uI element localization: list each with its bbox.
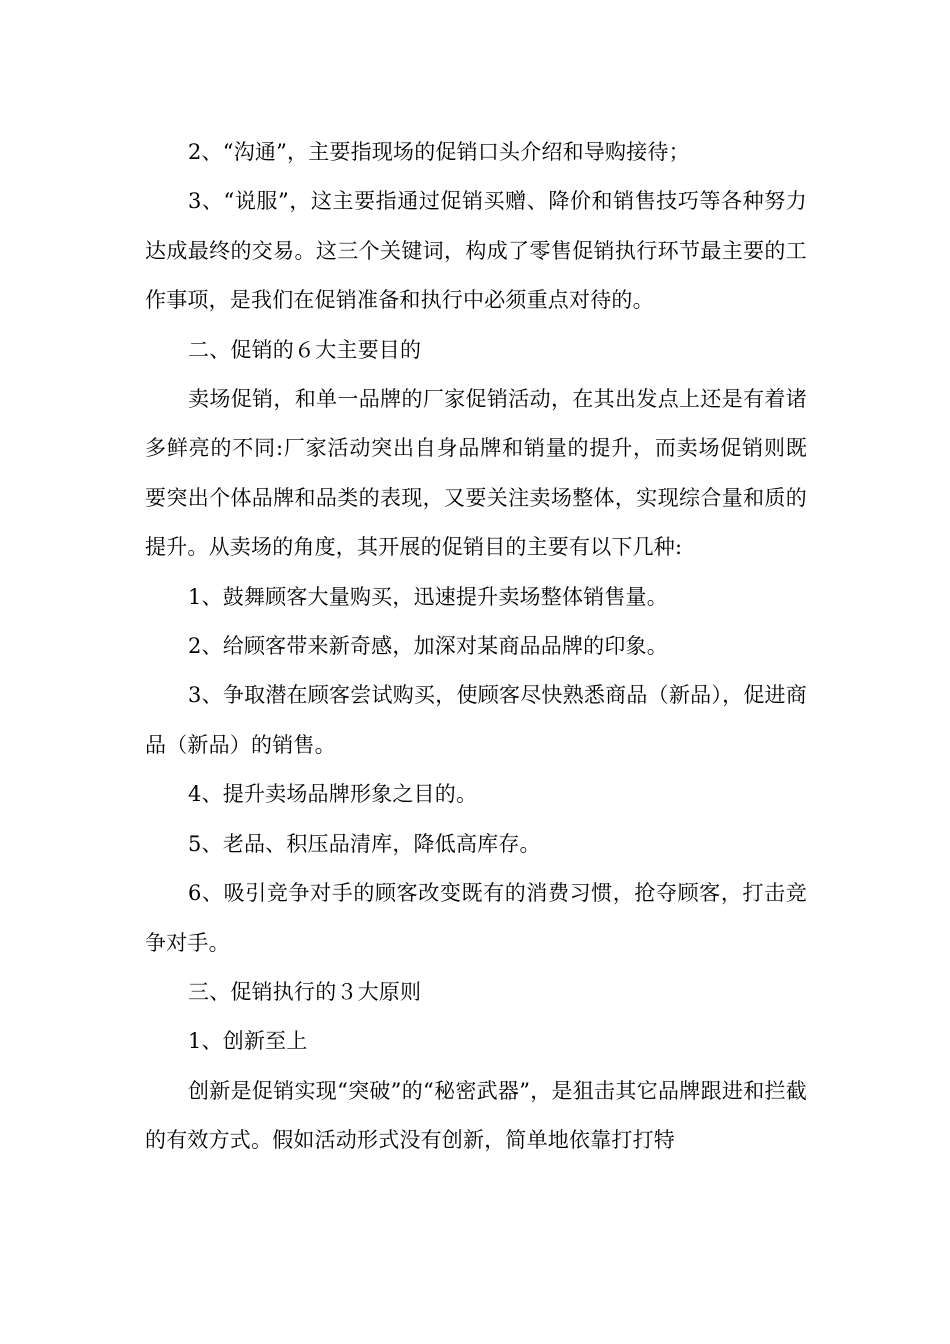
document-body: [145, 128, 807, 1166]
paragraph-store-promotion-intro: 卖场促销，和单一品牌的厂家促销活动，在其出发点上还是有着诸多鲜亮的不同:厂家活动突出自身品牌和销量的提升，而卖场促销则既要突出个体品牌和品类的表现，又要关注卖场整体，实现综合量和质的提升。从卖场的角度，其开展的促销目的主要有以下几种:: [145, 387, 807, 560]
section-heading-six-goals: 二、促销的６大主要目的: [188, 337, 422, 362]
principle-heading-1: 1、创新至上: [188, 1029, 308, 1054]
goal-item-2: 2、给顾客带来新奇感，加深对某商品品牌的印象。: [188, 634, 668, 659]
goal-item-1: 1、鼓舞顾客大量购买，迅速提升卖场整体销售量。: [188, 584, 668, 609]
goal-item-6: 6、吸引竞争对手的顾客改变既有的消费习惯，抢夺顾客，打击竞争对手。: [145, 881, 807, 955]
paragraph-communication: 2、“沟通”，主要指现场的促销口头介绍和导购接待；: [188, 140, 690, 164]
goal-item-5: 5、老品、积压品清库，降低高库存。: [188, 831, 541, 856]
goal-item-3: 3、争取潜在顾客尝试购买，使顾客尽快熟悉商品（新品），促进商品（新品）的销售。: [145, 683, 807, 757]
section-heading-three-principles: 三、促销执行的３大原则: [188, 979, 422, 1004]
goal-item-4: 4、提升卖场品牌形象之目的。: [188, 782, 478, 807]
paragraph-persuasion: 3、“说服”，这主要指通过促销买赠、降价和销售技巧等各种努力达成最终的交易。这三个关键词，构成了零售促销执行环节最主要的工作事项，是我们在促销准备和执行中必须重点对待的。: [145, 189, 807, 313]
paragraph-innovation: 创新是促销实现“突破”的“秘密武器”，是狙击其它品牌跟进和拦截的有效方式。假如活动形式没有创新，简单地依靠打打特: [145, 1078, 807, 1153]
